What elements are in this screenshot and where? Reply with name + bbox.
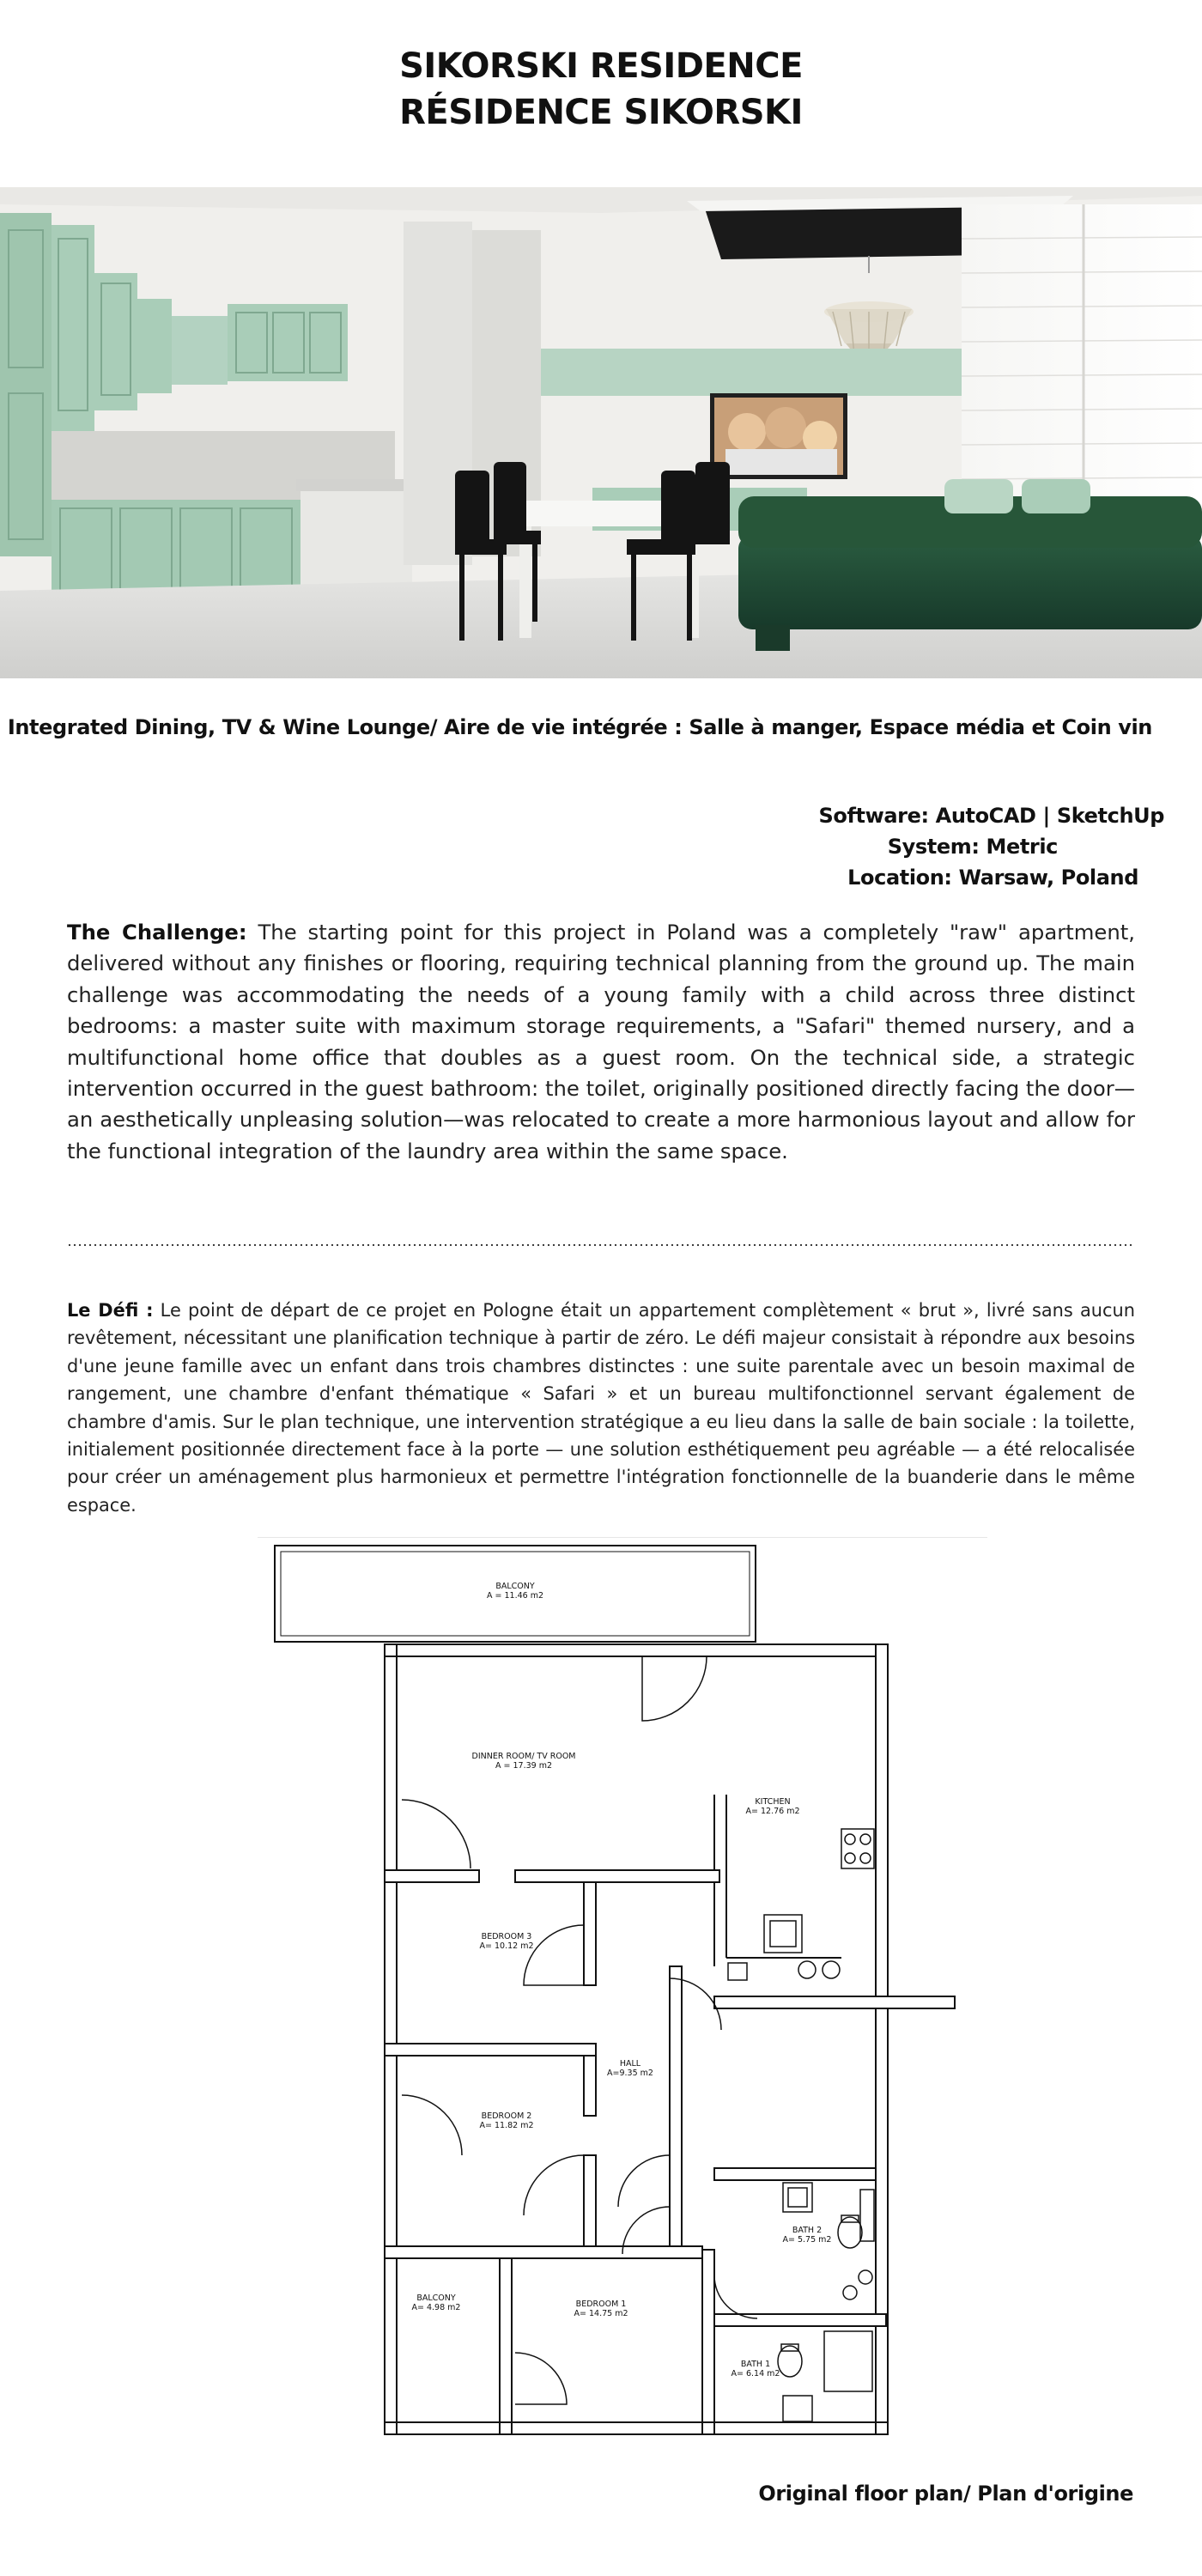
challenge-text-en: The starting point for this project in Poland was a completely "raw" apartment, delivered without any finishes or flooring, requiring technical planning from the ground up. The main challenge was accommodating the needs of a young family with a child across three distinct bedrooms: a master suite with maximum storage requirements, a "Safari" themed nursery, and a multifunctional home office that doubles as a guest room. On the technical side, a strategic intervention occurred in the guest bathroom: the toilet, originally positioned directly facing the door—an aesthetically unpleasing solution—was relocated to create a more harmonious layout and allow for the functional integration of the laundry area within the same space. xyxy=(67,920,1135,1163)
room-area: A= 11.82 m2 xyxy=(479,2121,534,2130)
room-area: A= 12.76 m2 xyxy=(745,1807,800,1816)
room-label: BEDROOM 1 xyxy=(575,2300,627,2309)
room-area: A= 6.14 m2 xyxy=(731,2369,780,2379)
room-area: A= 14.75 m2 xyxy=(574,2309,628,2318)
challenge-label-fr: Le Défi : xyxy=(67,1300,154,1321)
title-en: SIKORSKI RESIDENCE xyxy=(399,46,803,86)
challenge-paragraph-en xyxy=(67,917,1135,1167)
challenge-paragraph-fr xyxy=(67,1297,1135,1519)
title-fr: RÉSIDENCE SIKORSKI xyxy=(399,93,803,132)
room-label: BATH 1 xyxy=(740,2360,771,2369)
project-meta xyxy=(819,800,1164,893)
meta-system: System: Metric xyxy=(887,835,1058,859)
room-area: A= 4.98 m2 xyxy=(411,2303,461,2312)
room-label: KITCHEN xyxy=(755,1797,791,1807)
interior-render xyxy=(0,187,1202,678)
dotted-divider xyxy=(67,1243,1132,1247)
challenge-text-fr: Le point de départ de ce projet en Pologne était un appartement complètement « brut », livré sans aucun revêtement, nécessitant une planification technique à partir de zéro. Le défi majeur consistait à répondre aux besoins d'une jeune famille avec un enfant dans trois chambres distinctes : une suite parentale avec un besoin maximal de rangement, une chambre d'enfant thématique « Safari » et un bureau multifonctionnel servant également de chambre d'amis. Sur le plan technique, une intervention stratégique a eu lieu dans la salle de bain sociale : la toilette, initialement positionnée directement face à la porte — une solution esthétiquement peu agréable — a été relocalisée pour créer un aménagement plus harmonieux et permettre l'intégration fonctionnelle de la buanderie dans le même espace. xyxy=(67,1300,1135,1516)
room-label: BEDROOM 2 xyxy=(481,2111,532,2121)
room-label: HALL xyxy=(619,2059,641,2069)
meta-location: Location: Warsaw, Poland xyxy=(847,866,1138,890)
room-label: BALCONY xyxy=(416,2293,456,2303)
room-area: A= 5.75 m2 xyxy=(782,2235,832,2245)
meta-software: Software: AutoCAD | SketchUp xyxy=(818,804,1164,828)
room-area: A = 11.46 m2 xyxy=(486,1591,544,1601)
hero-image xyxy=(0,187,1202,678)
room-area: A= 10.12 m2 xyxy=(479,1941,534,1951)
room-label: BATH 2 xyxy=(792,2226,823,2235)
room-area: A = 17.39 m2 xyxy=(495,1761,553,1771)
room-label: BALCONY xyxy=(495,1582,535,1591)
floor-plan-drawing xyxy=(258,1537,996,2507)
hero-caption: Integrated Dining, TV & Wine Lounge/ Aire de vie intégrée : Salle à manger, Espace média et Coin vin xyxy=(7,715,1152,739)
challenge-label-en: The Challenge: xyxy=(67,920,247,945)
floor-plan-caption: Original floor plan/ Plan d'origine xyxy=(758,2482,1133,2506)
room-label: DINNER ROOM/ TV ROOM xyxy=(471,1752,576,1761)
room-area: A=9.35 m2 xyxy=(607,2069,653,2078)
room-label: BEDROOM 3 xyxy=(481,1932,532,1941)
floor-plan xyxy=(258,1537,996,2507)
page-title xyxy=(0,43,1202,136)
